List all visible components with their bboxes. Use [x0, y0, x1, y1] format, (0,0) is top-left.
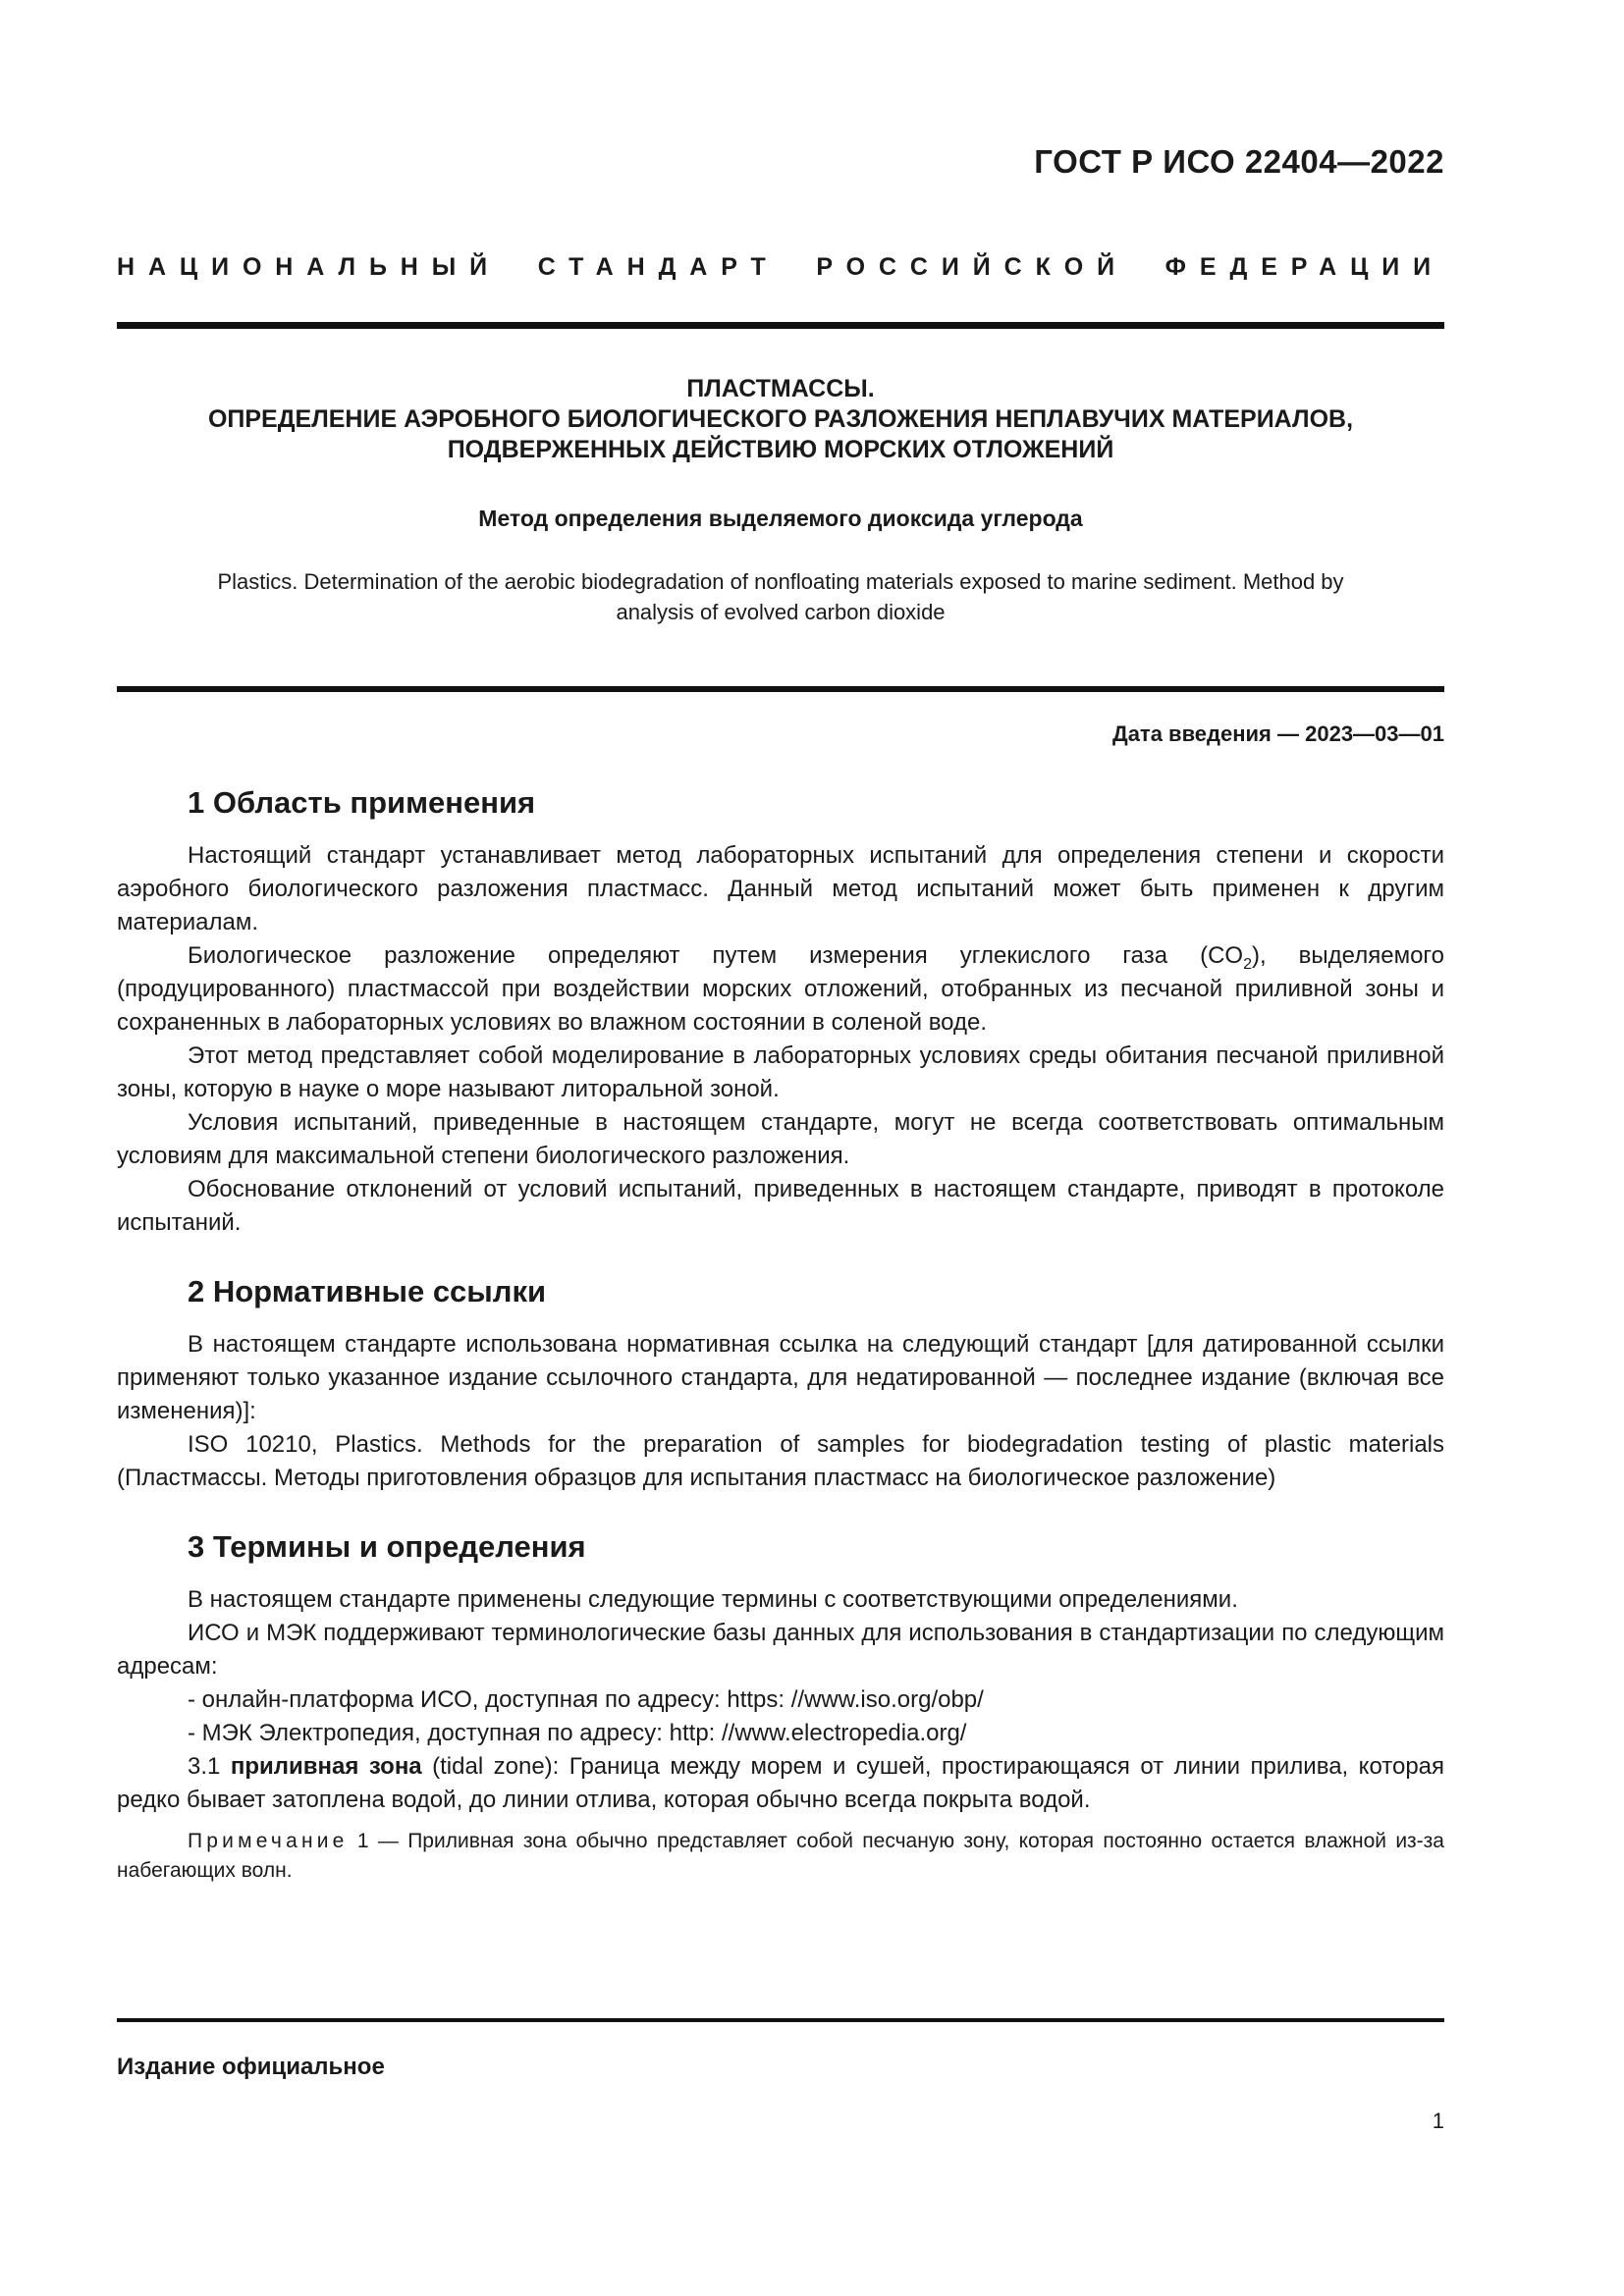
note-text: 1 — Приливная зона обычно представляет собой песчаную зону, которая постоянно остается влажной из-за набегающих волн. [117, 1830, 1444, 1882]
document-body [117, 782, 1444, 1886]
paragraph: В настоящем стандарте использована нормативная ссылка на следующий стандарт [для датированной ссылки применяют только указанное издание ссылочного стандарта, для недатированной — последнее издание (включая все изменения)]: [117, 1331, 1444, 1424]
paragraph [117, 939, 1444, 1040]
paragraph: ISO 10210, Plastics. Methods for the preparation of samples for biodegradation testing of plastic materials (Пластмассы. Методы приготовления образцов для испытания пластмасс на биологическое разложение) [117, 1431, 1444, 1491]
subscript: 2 [1243, 956, 1252, 973]
paragraph: ИСО и МЭК поддерживают терминологические базы данных для использования в стандартизации по следующим адресам: [117, 1620, 1444, 1680]
middle-divider [117, 686, 1444, 692]
list-item: - МЭК Электропедия, доступная по адресу: http: //www.electropedia.org/ [188, 1720, 967, 1746]
paragraph: В настоящем стандарте применены следующие термины с соответствующими определениями. [188, 1586, 1238, 1613]
english-title [117, 566, 1444, 627]
note-label: Примечание [188, 1830, 349, 1852]
title-line: ПЛАСТМАССЫ. [686, 375, 875, 402]
term-number: 3.1 [188, 1753, 231, 1780]
document-subtitle: Метод определения выделяемого диоксида углерода [478, 506, 1083, 531]
gost-code: ГОСТ Р ИСО 22404—2022 [1034, 143, 1444, 180]
english-title-line: analysis of evolved carbon dioxide [616, 600, 946, 624]
note [117, 1827, 1444, 1886]
term-definition [117, 1750, 1444, 1817]
official-edition-label: Издание официальное [117, 2054, 385, 2080]
document-page [117, 0, 1444, 2296]
term-text: (tidal zone): Граница между морем и сушей, простирающаяся от линии прилива, которая редко бывает затоплена водой, до линии отлива, которая обычно всегда покрыта водой. [117, 1753, 1445, 1813]
paragraph: Условия испытаний, приведенные в настоящем стандарте, могут не всегда соответствовать оптимальным условиям для максимальной степени биологического разложения. [117, 1109, 1444, 1169]
paragraph: Настоящий стандарт устанавливает метод лабораторных испытаний для определения степени и скорости аэробного биологического разложения пластмасс. Данный метод испытаний может быть применен к другим материалам. [117, 842, 1444, 935]
bottom-divider [117, 2018, 1444, 2022]
paragraph: Обоснование отклонений от условий испытаний, приведенных в настоящем стандарте, приводят в протоколе испытаний. [117, 1176, 1444, 1236]
section-heading-terms: 3 Термины и определения [188, 1529, 586, 1564]
title-line: ОПРЕДЕЛЕНИЕ АЭРОБНОГО БИОЛОГИЧЕСКОГО РАЗЛОЖЕНИЯ НЕПЛАВУЧИХ МАТЕРИАЛОВ, [207, 405, 1354, 433]
paragraph: Этот метод представляет собой моделирование в лабораторных условиях среды обитания песчаной приливной зоны, которую в науке о море называют литоральной зоной. [117, 1042, 1444, 1102]
top-divider [117, 322, 1444, 329]
document-title [117, 374, 1444, 465]
list-item: - онлайн-платформа ИСО, доступная по адресу: https: //www.iso.org/obp/ [188, 1686, 984, 1713]
title-line: ПОДВЕРЖЕННЫХ ДЕЙСТВИЮ МОРСКИХ ОТЛОЖЕНИЙ [447, 436, 1114, 463]
section-heading-normative-references: 2 Нормативные ссылки [188, 1274, 547, 1308]
paragraph-text: ), выделяемого (продуцированного) пластмассой при воздействии морских отложений, отобранных из песчаной приливной зоны и сохраненных в лабораторных условиях во влажном состоянии в соленой воде. [117, 942, 1444, 1036]
term-name: приливная зона [230, 1753, 422, 1780]
section-heading-scope: 1 Область применения [188, 785, 536, 820]
national-standard-title: НАЦИОНАЛЬНЫЙ СТАНДАРТ РОССИЙСКОЙ ФЕДЕРАЦИИ [117, 253, 1444, 281]
page-number: 1 [1432, 2109, 1444, 2133]
english-title-line: Plastics. Determination of the aerobic biodegradation of nonfloating materials exposed to marine sediment. Method by [217, 569, 1344, 594]
introduction-date: Дата введения — 2023—03—01 [1112, 721, 1444, 746]
paragraph-text: Биологическое разложение определяют путем измерения углекислого газа (CO [188, 942, 1244, 969]
